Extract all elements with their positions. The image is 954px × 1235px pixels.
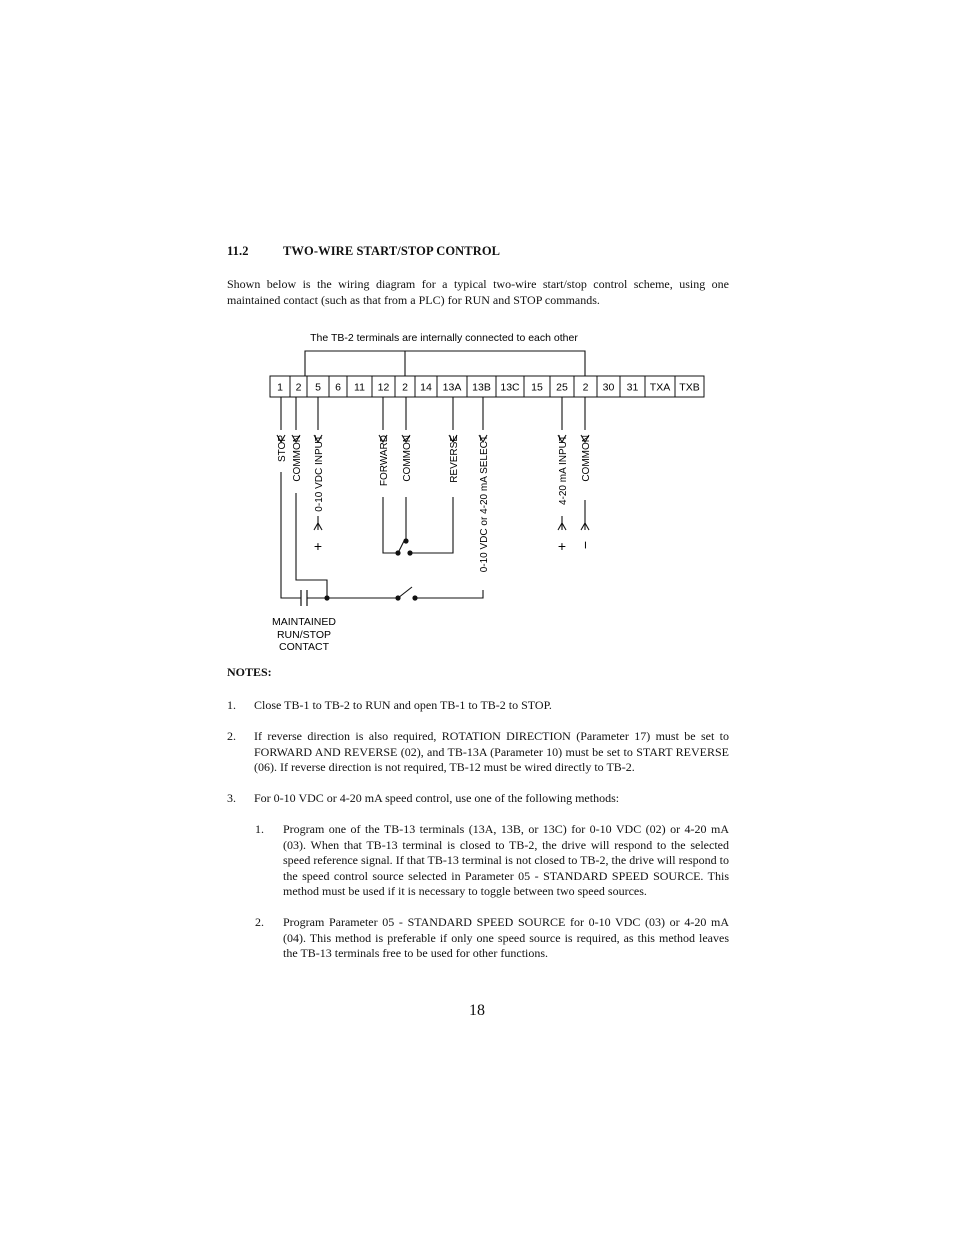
diagram-caption: The TB-2 terminals are internally connected to each other [310,332,578,344]
junction-dots [324,538,417,600]
contact-label-line-3: CONTACT [279,641,329,653]
terminal-label: TXA [649,381,671,394]
subnote-2 [255,915,729,965]
maintained-contact-symbol [301,590,307,606]
section-number: 11.2 [227,244,249,258]
label-common-3: COMMON [581,435,592,482]
label-ma-input: 4-20 mA INPUT [558,435,569,506]
terminal-label: TXB [679,381,700,394]
label-common-2: COMMON [402,435,413,482]
terminal-strip [270,376,704,397]
terminal-label: 13A [442,381,462,394]
terminal-label: 2 [295,381,302,394]
label-forward: FORWARD [379,435,390,487]
terminal-label: 31 [626,381,639,394]
note-1 [227,698,729,718]
terminal-label: 2 [582,381,589,394]
terminal-label: 13B [472,381,491,394]
polarity-minus: − [577,540,593,550]
terminal-label: 2 [402,381,408,394]
notes-title: NOTES: [227,665,272,679]
run-stop-switch [398,587,412,598]
subnote-number: 1. [255,822,264,836]
label-stop: STOP [277,435,288,463]
note-number: 3. [227,791,236,805]
contact-label-line-1: MAINTAINED [272,616,336,628]
terminal-label: 13C [500,381,520,394]
label-common-1: COMMON [292,435,303,482]
section-title: TWO-WIRE START/STOP CONTROL [283,244,501,258]
terminal-label: 30 [602,381,615,394]
note-text: Close TB-1 to TB-2 to RUN and open TB-1 to TB-2 to STOP. [254,698,552,712]
label-reverse: REVERSE [449,435,460,483]
terminal-label: 6 [335,381,341,394]
subnote-1 [255,822,729,904]
label-vdc-input: 0-10 VDC INPUT [314,435,325,512]
page-number: 18 [469,1002,485,1019]
terminal-label: 14 [420,381,432,394]
contact-label-line-2: RUN/STOP [276,629,332,641]
terminal-label: 1 [277,381,283,394]
wires [281,397,585,598]
polarity-plus-ma: + [557,538,567,554]
intro-paragraph: Shown below is the wiring diagram for a typical two-wire start/stop control scheme, using one maintained contact (such as that from a PLC) for RUN and STOP commands. [227,277,729,307]
subnote-text: Program Parameter 05 - STANDARD SPEED SOURCE for 0-10 VDC (03) or 4-20 mA (04). This method is preferable if only one speed source is required, as this method leaves the TB-13 terminals free to be used for other functions. [283,915,729,961]
terminal-label: 5 [315,381,321,394]
note-text: For 0-10 VDC or 4-20 mA speed control, use one of the following methods: [254,791,620,805]
subnote-text: Program one of the TB-13 terminals (13A, 13B, or 13C) for 0-10 VDC (02) or 4-20 mA (03). When that TB-13 terminal is closed to TB-2, the drive will respond to the selected speed reference signal. If that TB-13 terminal is not closed to TB-2, the drive will respond to the speed control source selected in Parameter 05 - STANDARD SPEED SOURCE. This method must be used if it is necessary to toggle between two speed sources. [283,822,729,899]
terminal-label: 11 [354,381,365,394]
note-number: 1. [227,698,236,712]
note-text: If reverse direction is also required, ROTATION DIRECTION (Parameter 17) must be set to FORWARD AND REVERSE (02), and TB-13A (Parameter 10) must be set to START REVERSE (06). If reverse direction is not required, TB-12 must be wired directly to TB-2. [254,729,729,775]
terminal-label: 15 [531,381,543,394]
label-select: 0-10 VDC or 4-20 mA SELECT [479,435,490,573]
tb2-connection-bracket [305,351,585,376]
subnote-number: 2. [255,915,264,929]
note-2 [227,729,729,779]
note-3 [227,791,729,811]
terminal-label: 25 [556,381,568,394]
terminal-label: 12 [377,381,390,394]
note-number: 2. [227,729,236,743]
polarity-plus-vdc: + [313,538,323,554]
